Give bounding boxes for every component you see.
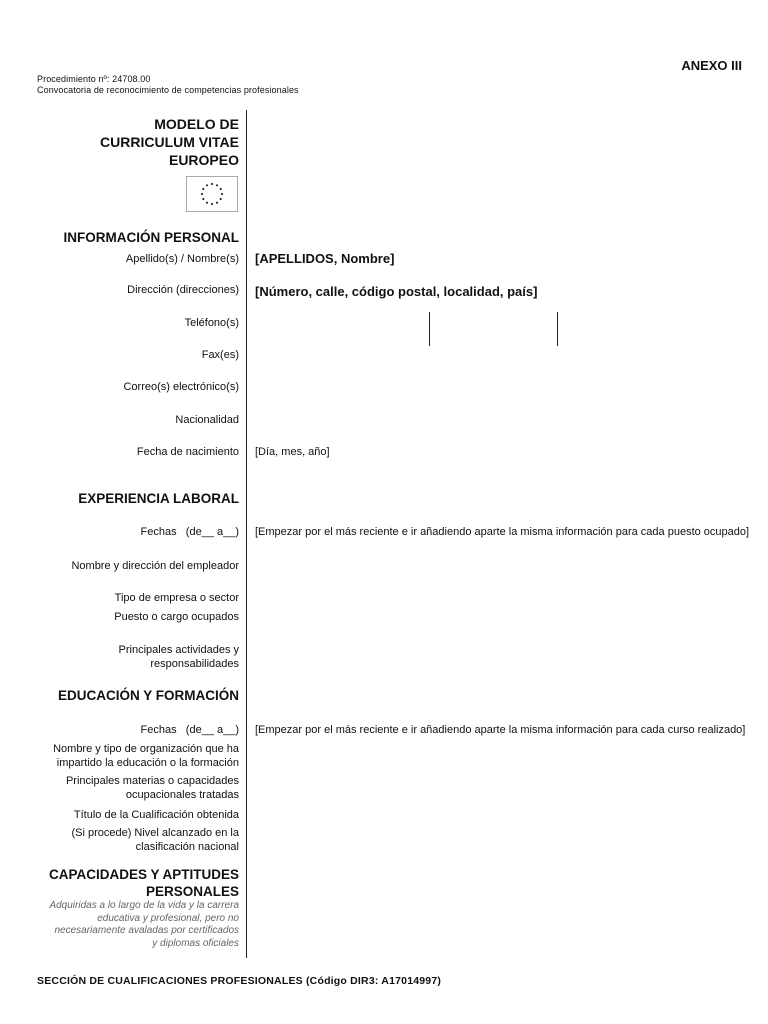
education-dates-label: Fechas (de__ a__) bbox=[140, 724, 239, 736]
position-label: Puesto o cargo ocupados bbox=[114, 611, 239, 623]
subjects-label bbox=[20, 774, 239, 802]
activities-label bbox=[20, 643, 239, 671]
names-label: Apellido(s) / Nombre(s) bbox=[125, 253, 239, 265]
activities-label-line: responsabilidades bbox=[150, 658, 239, 670]
eu-flag-icon bbox=[186, 176, 238, 212]
company-type-label: Tipo de empresa o sector bbox=[114, 592, 239, 604]
nationality-label: Nacionalidad bbox=[175, 414, 239, 426]
names-value: [APELLIDOS, Nombre] bbox=[255, 251, 395, 266]
subjects-label-line: Principales materias o capacidades bbox=[65, 775, 239, 787]
email-label: Correo(s) electrónico(s) bbox=[123, 381, 239, 393]
phone-label: Teléfono(s) bbox=[184, 317, 239, 329]
work-experience-heading: EXPERIENCIA LABORAL bbox=[78, 491, 239, 506]
organization-label-line: impartido la educación o la formación bbox=[56, 757, 239, 769]
education-dates-value: [Empezar por el más reciente e ir añadiendo aparte la misma información para cada curso realizado] bbox=[255, 724, 746, 736]
education-heading: EDUCACIÓN Y FORMACIÓN bbox=[57, 688, 239, 703]
annex-label: ANEXO III bbox=[681, 58, 742, 73]
footer-section-info: SECCIÓN DE CUALIFICACIONES PROFESIONALES (Código DIR3: A17014997) bbox=[37, 975, 442, 987]
skills-heading-line: CAPACIDADES Y APTITUDES bbox=[48, 867, 239, 882]
organization-label-line: Nombre y tipo de organización que ha bbox=[53, 743, 239, 755]
qualification-title-label: Título de la Cualificación obtenida bbox=[73, 809, 239, 821]
work-dates-value: [Empezar por el más reciente e ir añadiendo aparte la misma información para cada puesto ocupado] bbox=[255, 526, 750, 538]
employer-label: Nombre y dirección del empleador bbox=[71, 560, 239, 572]
document-title bbox=[60, 115, 239, 169]
birth-date-value: [Día, mes, año] bbox=[255, 446, 330, 458]
eu-stars-icon bbox=[187, 177, 237, 211]
address-label: Dirección (direcciones) bbox=[127, 284, 239, 296]
skills-note bbox=[20, 900, 239, 950]
skills-heading-line: PERSONALES bbox=[145, 884, 239, 899]
phone-separator bbox=[557, 312, 558, 346]
level-label bbox=[20, 826, 239, 854]
address-value: [Número, calle, código postal, localidad, país] bbox=[255, 284, 538, 299]
procedure-number: Procedimiento nº: 24708.00 bbox=[37, 74, 151, 84]
birth-date-label: Fecha de nacimiento bbox=[136, 446, 239, 458]
subjects-label-line: ocupacionales tratadas bbox=[125, 789, 239, 801]
skills-heading bbox=[20, 866, 239, 900]
title-line: CURRICULUM VITAE bbox=[100, 134, 239, 150]
level-label-line: (Si procede) Nivel alcanzado en la bbox=[71, 827, 239, 839]
skills-note-line: y diplomas oficiales bbox=[152, 937, 239, 949]
work-dates-label: Fechas (de__ a__) bbox=[140, 526, 239, 538]
title-line: EUROPEO bbox=[168, 152, 239, 168]
fax-label: Fax(es) bbox=[201, 349, 239, 361]
skills-note-line: educativa y profesional, pero no bbox=[97, 912, 239, 924]
procedure-info bbox=[37, 74, 299, 96]
level-label-line: clasificación nacional bbox=[135, 841, 239, 853]
phone-separator bbox=[429, 312, 430, 346]
column-divider bbox=[246, 110, 247, 958]
title-line: MODELO DE bbox=[154, 116, 239, 132]
personal-info-heading: INFORMACIÓN PERSONAL bbox=[63, 230, 239, 245]
skills-note-line: Adquiridas a lo largo de la vida y la carrera bbox=[49, 900, 239, 911]
skills-note-line: necesariamente avaladas por certificados bbox=[54, 925, 239, 936]
organization-label bbox=[20, 742, 239, 770]
activities-label-line: Principales actividades y bbox=[118, 644, 239, 656]
call-name: Convocatoria de reconocimiento de competencias profesionales bbox=[37, 85, 299, 95]
